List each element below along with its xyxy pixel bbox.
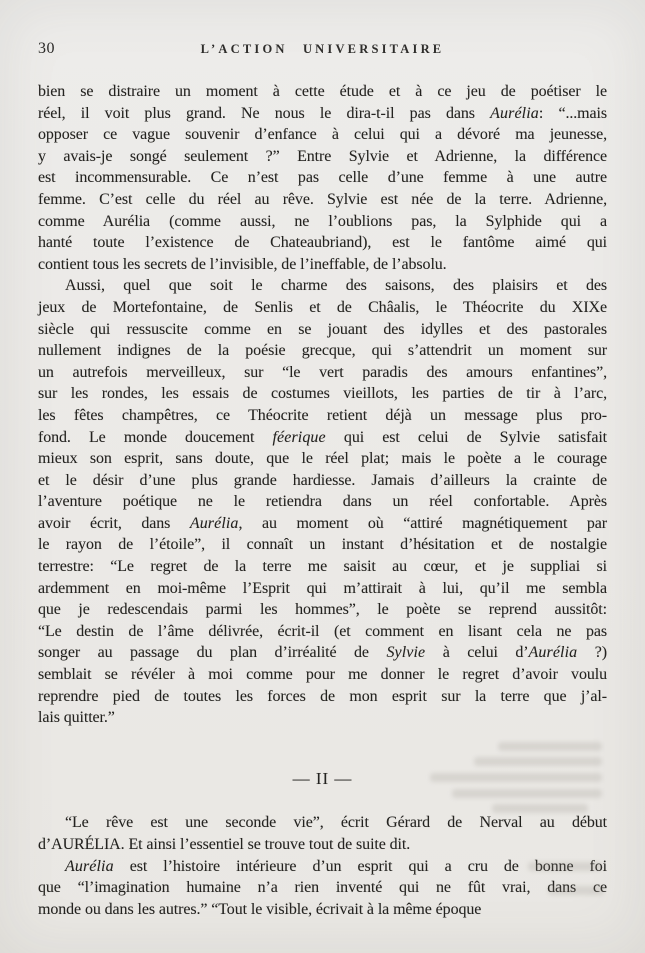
text-line: réel, il voit plus grand. Ne nous le dira-t-il pas dans Aurélia: “...mais xyxy=(38,104,607,122)
text-line: bien se distraire un moment à cette étude et à ce jeu de poétiser le xyxy=(38,83,607,100)
text-line: songer au passage du plan d’irréalité de Sylvie à celui d’Aurélia ?) xyxy=(38,644,607,662)
text-line: Aurélia est l’histoire intérieure d’un esprit qui a cru de bonne foi xyxy=(65,857,607,875)
text-line: l’aventure poétique ne le retiendra dans un réel confortable. Après xyxy=(38,493,607,511)
running-title: L’ACTION UNIVERSITAIRE xyxy=(200,42,445,56)
page-number: 30 xyxy=(38,40,55,57)
text-line: d’AURÉLIA. Et ainsi l’essentiel se trouve tout de suite dit. xyxy=(38,836,411,853)
text-line: contient tous les secrets de l’invisible, de l’ineffable, de l’absolu. xyxy=(38,255,447,273)
bleedthrough-mark xyxy=(452,789,602,798)
text-line: Aussi, quel que soit le charme des saisons, des plaisirs et des xyxy=(65,277,607,295)
text-line: mieux son esprit, sans doute, que le réel plat; mais le poète a le courage xyxy=(38,450,607,468)
text-line: est incommensurable. Ce n’est pas celle d’une femme à une autre xyxy=(38,169,607,187)
paragraph xyxy=(38,275,607,728)
text-line: siècle qui ressuscite comme en se jouant des idylles et des pastorales xyxy=(38,320,607,338)
running-head xyxy=(38,40,607,58)
bleedthrough-mark xyxy=(492,804,588,813)
paragraph xyxy=(38,856,607,921)
bleedthrough-mark xyxy=(498,742,602,751)
text-line: fond. Le monde doucement féerique qui est celui de Sylvie satisfait xyxy=(38,428,608,446)
text-line: nullement indignes de la poésie grecque, qui s’attendrit un moment sur xyxy=(38,342,607,360)
text-line: ardemment en moi-même l’Esprit qui m’attirait à lui, qu’il me sembla xyxy=(38,579,607,597)
text-line: comme Aurélia (comme aussi, ne l’oublions pas, la Sylphide qui a xyxy=(38,212,607,230)
text-line: reprendre pied de toutes les forces de mon esprit sur la terre que j’al- xyxy=(38,687,607,705)
text-line: un autrefois merveilleux, sur “le vert paradis des amours enfantines”, xyxy=(38,363,607,381)
text-line: hanté toute l’existence de Chateaubriand), est le fantôme aimé qui xyxy=(38,234,607,252)
text-line: sur les rondes, les essais de costumes vieillots, les parties de tir à l’arc, xyxy=(38,385,607,403)
bleedthrough-mark xyxy=(528,862,602,871)
text-line: que “l’imagination humaine n’a rien inventé qui ne fût vrai, dans ce xyxy=(38,879,607,897)
bleedthrough-mark xyxy=(548,886,604,895)
text-line: lais quitter.” xyxy=(38,709,115,727)
text-line: y avais-je songé seulement ?” Entre Sylvie et Adrienne, la différence xyxy=(38,147,607,165)
paragraph xyxy=(38,812,607,855)
text-line: monde ou dans les autres.” “Tout le visible, écrivait à la même époque xyxy=(38,900,482,918)
bleedthrough-mark xyxy=(430,773,602,782)
text-line: et le désir d’une plus grande hardiesse. Jamais d’ailleurs la crainte de xyxy=(38,471,607,489)
text-line: semblait se révéler à moi comme pour me donner le regret d’avoir voulu xyxy=(38,666,607,684)
paragraph xyxy=(38,81,607,275)
text-line: “Le destin de l’âme délivrée, écrit-il (et comment en lisant cela ne pas xyxy=(38,622,607,640)
text-line: les fêtes champêtres, ce Théocrite retient déjà un message plus pro- xyxy=(38,406,607,424)
text-line: “Le rêve est une seconde vie”, écrit Gérard de Nerval au début xyxy=(65,814,607,832)
text-line: terrestre: “Le regret de la terre me saisit au cœur, et je suppliai si xyxy=(38,558,607,576)
bleedthrough-mark xyxy=(474,757,602,766)
text-line: femme. C’est celle du réel au rêve. Sylvie est née de la terre. Adrienne, xyxy=(38,190,607,208)
text-line: que je redescendais parmi les hommes”, le poète se reprend aussitôt: xyxy=(38,601,607,619)
text-line: le rayon de l’étoile”, il connaît un instant d’hésitation et de nostalgie xyxy=(38,536,607,554)
text-line: avoir écrit, dans Aurélia, au moment où “attiré magnétiquement par xyxy=(38,514,607,532)
text-line: jeux de Mortefontaine, de Senlis et de Châalis, le Théocrite du XIXe xyxy=(38,298,607,316)
section-heading: — II — xyxy=(292,768,353,788)
text-line: opposer ce vague souvenir d’enfance à celui qui a dévoré ma jeunesse, xyxy=(38,126,607,144)
